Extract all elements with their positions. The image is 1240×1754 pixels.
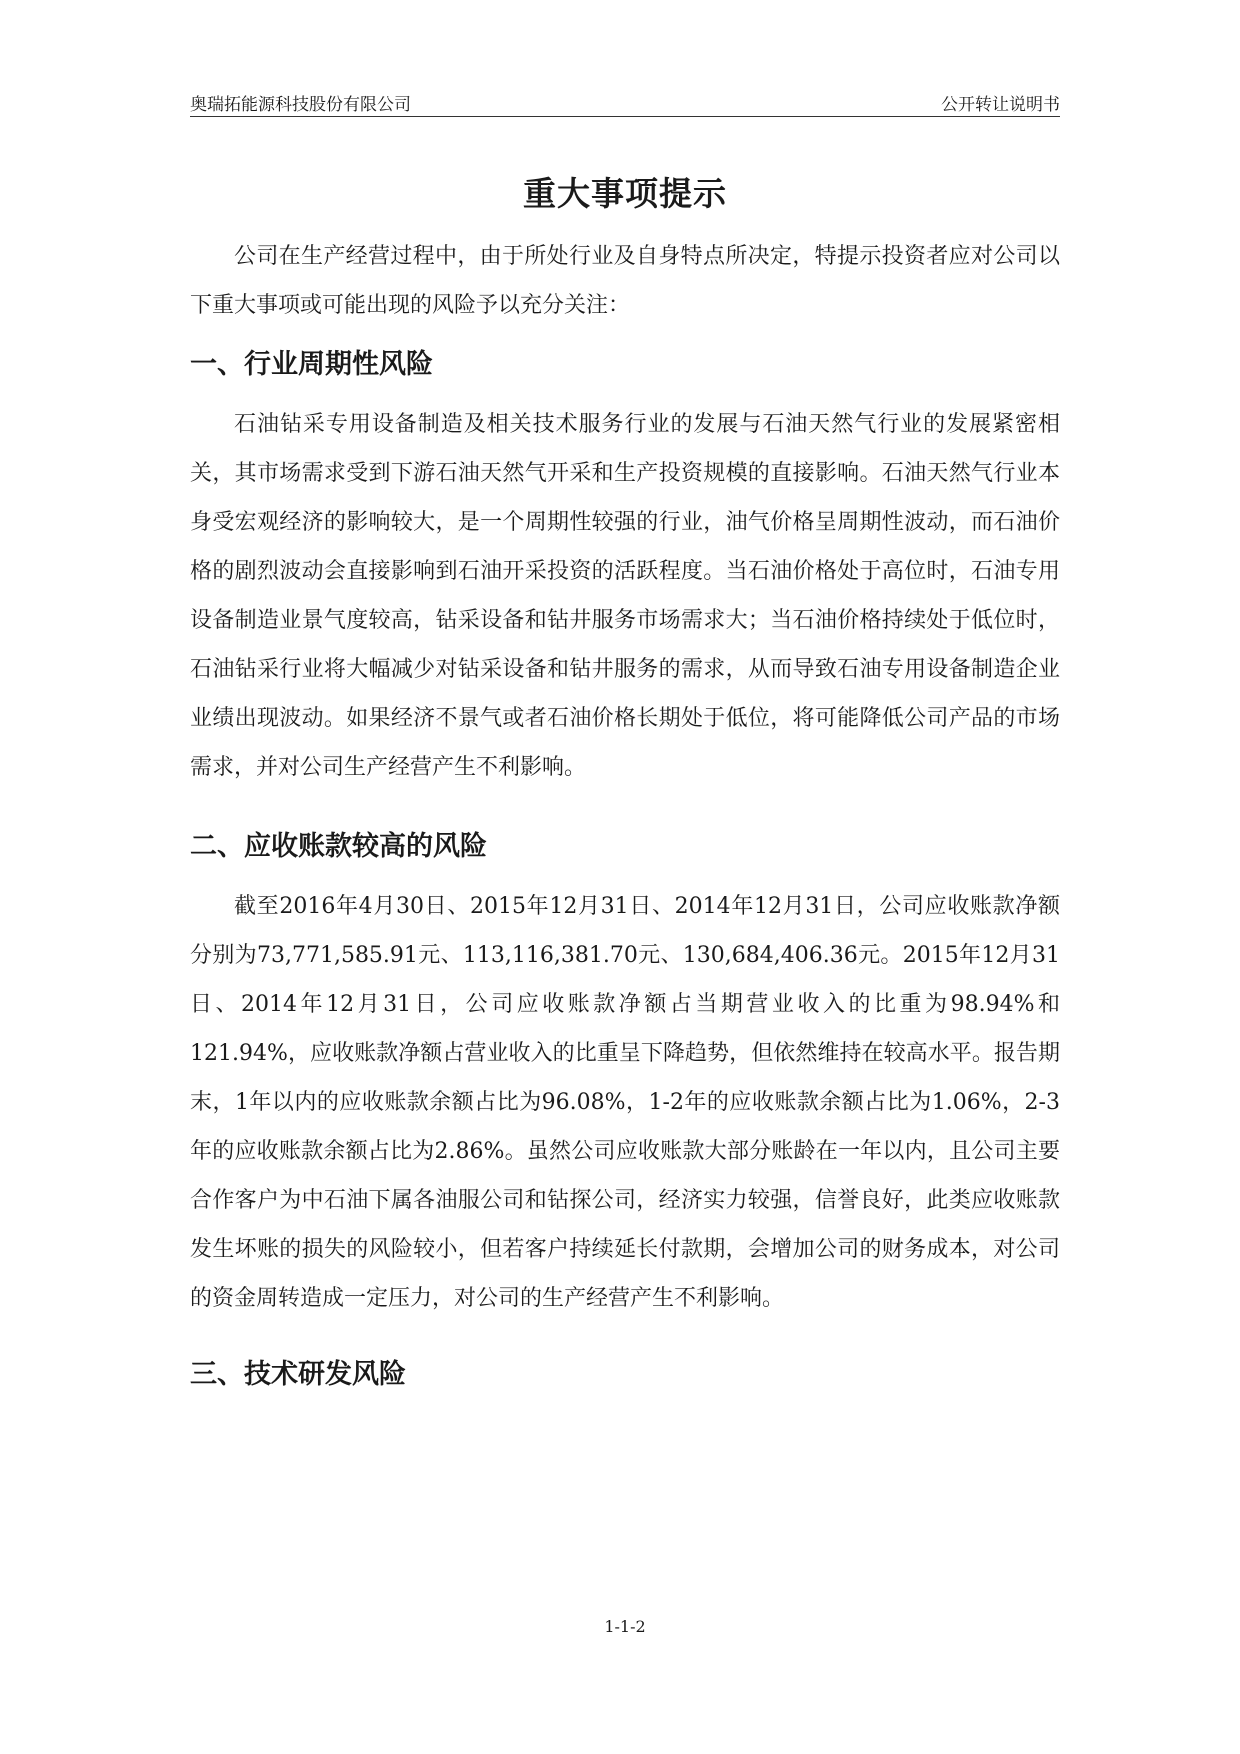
section-heading-receivables-risk: 二、应收账款较高的风险: [190, 831, 487, 862]
section-heading-rd-risk: 三、技术研发风险: [190, 1359, 406, 1390]
page-header: [190, 86, 1060, 117]
header-document-type: 公开转让说明书: [941, 95, 1060, 115]
section-body-industry-cycle-risk: 石油钻采专用设备制造及相关技术服务行业的发展与石油天然气行业的发展紧密相关，其市场需求受到下游石油天然气开采和生产投资规模的直接影响。石油天然气行业本身受宏观经济的影响较大，是一个周期性较强的行业，油气价格呈周期性波动，而石油价格的剧烈波动会直接影响到石油开采投资的活跃程度。当石油价格处于高位时，石油专用设备制造业景气度较高，钻采设备和钻井服务市场需求大；当石油价格持续处于低位时，石油钻采行业将大幅减少对钻采设备和钻井服务的需求，从而导致石油专用设备制造企业业绩出现波动。如果经济不景气或者石油价格长期处于低位，将可能降低公司产品的市场需求，并对公司生产经营产生不利影响。: [190, 412, 1060, 780]
header-company-name: 奥瑞拓能源科技股份有限公司: [190, 95, 411, 115]
intro-paragraph: 公司在生产经营过程中，由于所处行业及自身特点所决定，特提示投资者应对公司以下重大事项或可能出现的风险予以充分关注：: [190, 244, 1060, 318]
section-heading-industry-cycle-risk: 一、行业周期性风险: [190, 349, 433, 380]
page-number: 1-1-2: [604, 1617, 646, 1636]
page-title: 重大事项提示: [523, 174, 727, 213]
section-body-receivables-risk: 截至2016年4月30日、2015年12月31日、2014年12月31日，公司应收账款净额分别为73,771,585.91元、113,116,381.70元、130,684,406.36元。2015年12月31日、2014年12月31日，公司应收账款净额占当期营业收入的比重为98.94%和121.94%，应收账款净额占营业收入的比重呈下降趋势，但依然维持在较高水平。报告期末，1年以内的应收账款余额占比为96.08%，1-2年的应收账款余额占比为1.06%，2-3年的应收账款余额占比为2.86%。虽然公司应收账款大部分账龄在一年以内，且公司主要合作客户为中石油下属各油服公司和钻探公司，经济实力较强，信誉良好，此类应收账款发生坏账的损失的风险较小，但若客户持续延长付款期，会增加公司的财务成本，对公司的资金周转造成一定压力，对公司的生产经营产生不利影响。: [190, 894, 1060, 1311]
